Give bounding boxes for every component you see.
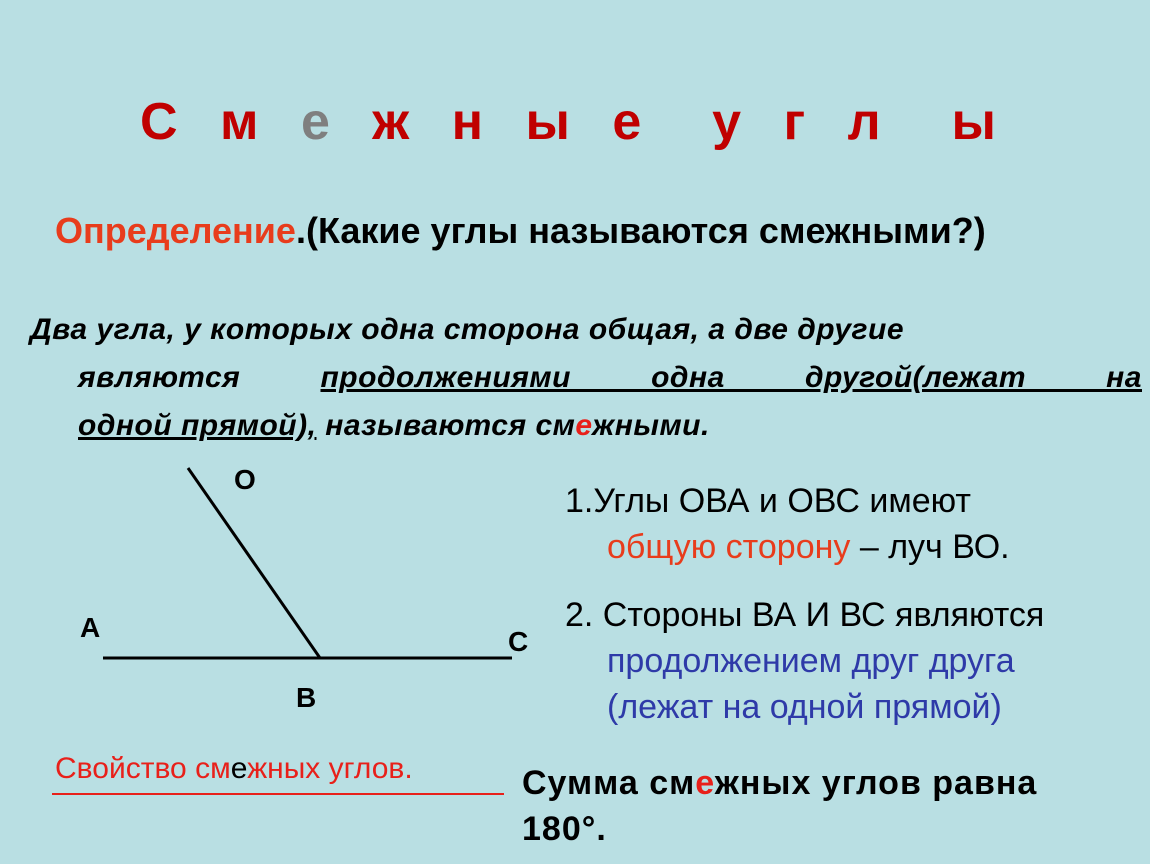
definition-text-plain: называются см: [316, 409, 576, 442]
sum-part: Сумма см: [522, 764, 696, 802]
fact-2-highlight-1: продолжением друг друга: [607, 642, 1015, 680]
point-label-c: C: [508, 626, 529, 657]
definition-line-1: Два угла, у которых одна сторона общая, а две другие: [30, 313, 905, 346]
definition-text-plain: являются: [78, 361, 321, 394]
definition-question: .(Какие углы называются смежными?): [295, 210, 986, 251]
sum-accent-letter: е: [695, 764, 715, 802]
sum-part: жных углов равна: [714, 764, 1038, 802]
definition-label: Определение: [55, 210, 296, 251]
point-label-o: O: [234, 464, 256, 495]
definition-accent-letter: е: [575, 409, 593, 442]
property-accent-letter: е: [230, 752, 248, 785]
fact-2-line-1: 2. Стороны ВА И ВС являются: [565, 596, 1045, 634]
fact-2: [565, 592, 1044, 730]
property-heading: [55, 752, 413, 786]
definition-text-plain: жными.: [592, 409, 710, 442]
title-accent-letter: е: [300, 93, 344, 151]
sum-value: 180°.: [522, 810, 607, 848]
fact-1-rest: – луч ВО.: [850, 528, 1010, 566]
title-part: С м: [140, 93, 301, 151]
property-underline: [52, 793, 504, 795]
point-label-a: A: [80, 612, 101, 643]
definition-text-underlined: одной прямой),: [78, 409, 317, 442]
title-part: ж н ы е у г л ы: [343, 93, 1010, 151]
fact-1: [565, 478, 1010, 570]
property-part: Свойство см: [55, 752, 231, 785]
fact-2-highlight-2: (лежат на одной прямой): [607, 688, 1002, 726]
fact-1-line-1: 1.Углы ОВА и ОВС имеют: [565, 482, 971, 520]
ray-bo: [188, 468, 320, 658]
point-label-b: B: [296, 682, 317, 713]
sum-line-1: [522, 760, 1132, 806]
definition-text-underlined: продолжениями одна другой(лежат на: [320, 361, 1142, 394]
property-part: жных углов.: [247, 752, 413, 785]
fact-1-highlight: общую сторону: [607, 528, 851, 566]
sum-statement: [522, 760, 1132, 852]
fact-1-line-2: [565, 524, 1010, 570]
